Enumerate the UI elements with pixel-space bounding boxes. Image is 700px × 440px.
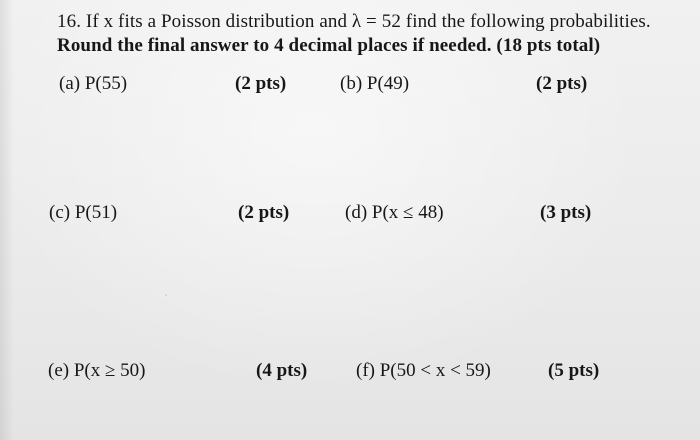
part-f-label: (f) P(50 < x < 59) [356, 360, 491, 381]
part-e-points: (4 pts) [256, 360, 308, 381]
paper-speck [165, 294, 167, 296]
question-header [57, 10, 677, 58]
question-prompt: 16. If x fits a Poisson distribution and λ = 52 find the following probabilities. [57, 11, 651, 32]
part-b-label: (b) P(49) [340, 73, 410, 94]
part-b-points: (2 pts) [536, 73, 588, 94]
part-e-label: (e) P(x ≥ 50) [48, 360, 146, 381]
part-d-label: (d) P(x ≤ 48) [345, 202, 444, 223]
part-f-points: (5 pts) [548, 360, 600, 381]
part-c-points: (2 pts) [238, 202, 290, 223]
part-a-points: (2 pts) [235, 73, 287, 94]
part-a-label: (a) P(55) [59, 73, 128, 94]
part-c-label: (c) P(51) [49, 202, 118, 223]
part-d-points: (3 pts) [540, 202, 592, 223]
question-instructions: Round the final answer to 4 decimal places if needed. (18 pts total) [57, 35, 601, 56]
page-shadow [0, 0, 14, 440]
